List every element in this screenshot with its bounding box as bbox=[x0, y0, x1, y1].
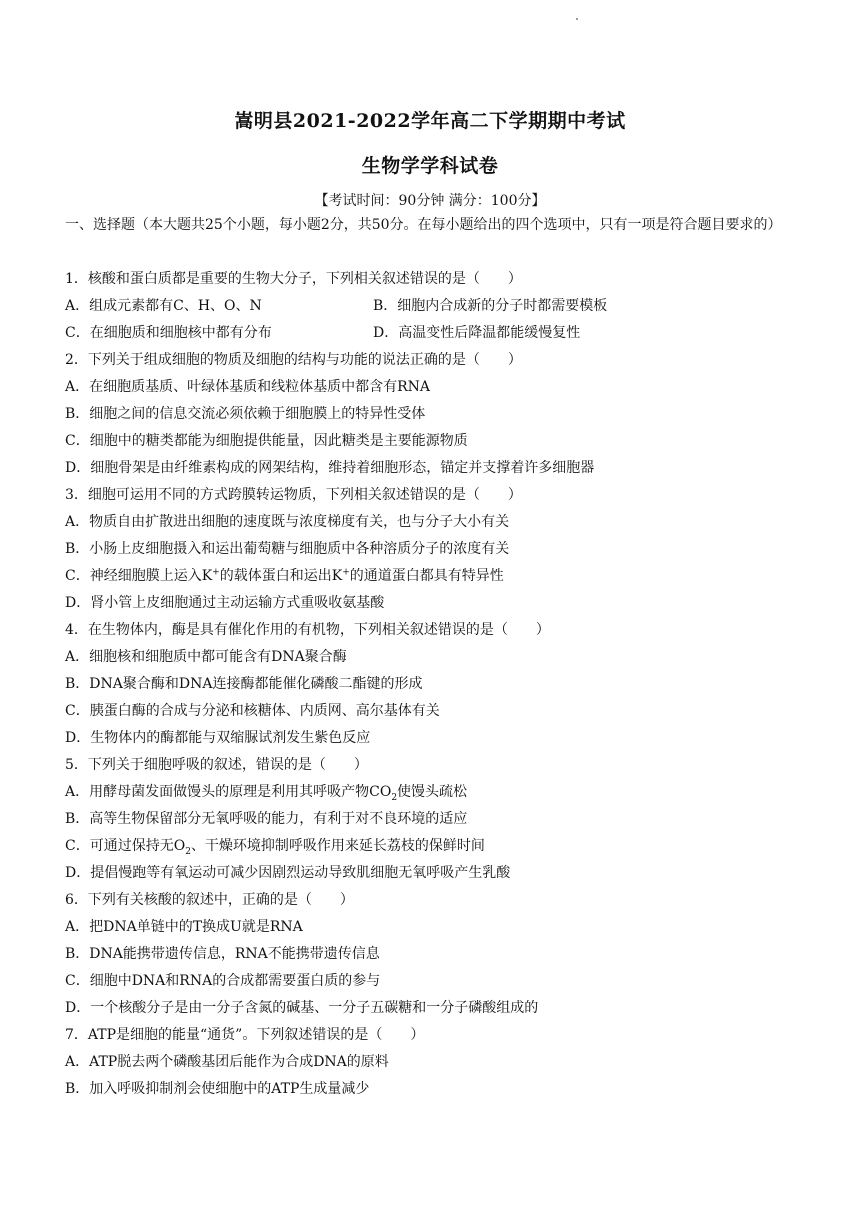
exam-info: 【考试时间：90分钟 满分：100分】 bbox=[314, 193, 546, 209]
option-d: D．一个核酸分子是由一分子含氮的碱基、一分子五碳糖和一分子磷酸组成的 bbox=[65, 1000, 539, 1016]
option-c: C．在细胞质和细胞核中都有分布 bbox=[65, 325, 272, 341]
exam-subtitle: 生物学学科试卷 bbox=[361, 155, 499, 177]
option-b: B．细胞内合成新的分子时都需要模板 bbox=[373, 298, 608, 314]
option-text: 的通道蛋白都具有特异性 bbox=[349, 568, 504, 584]
question-stem: 3．细胞可运用不同的方式跨膜转运物质，下列相关叙述错误的是（ ） bbox=[65, 487, 522, 503]
option-a: A．ATP脱去两个磷酸基团后能作为合成DNA的原料 bbox=[65, 1054, 389, 1070]
option-c: C．细胞中DNA和RNA的合成都需要蛋白质的参与 bbox=[65, 973, 381, 989]
option-a: A．物质自由扩散进出细胞的速度既与浓度梯度有关，也与分子大小有关 bbox=[65, 514, 510, 530]
option-b: B．加入呼吸抑制剂会使细胞中的ATP生成量减少 bbox=[65, 1081, 370, 1097]
question-stem: 6．下列有关核酸的叙述中，正确的是（ ） bbox=[65, 892, 354, 908]
option-b: B．小肠上皮细胞摄入和运出葡萄糖与细胞质中各种溶质分子的浓度有关 bbox=[65, 541, 510, 557]
page-dot bbox=[576, 18, 578, 20]
option-text: A．用酵母菌发面做馒头的原理是利用其呼吸产物CO bbox=[65, 784, 392, 800]
superscript-plus: + bbox=[342, 567, 350, 578]
option-c bbox=[65, 563, 504, 590]
option-d: D．生物体内的酶都能与双缩脲试剂发生紫色反应 bbox=[65, 730, 371, 746]
option-a: A．组成元素都有C、H、O、N bbox=[65, 298, 262, 314]
option-c: C．胰蛋白酶的合成与分泌和核糖体、内质网、高尔基体有关 bbox=[65, 703, 440, 719]
option-a: A．细胞核和细胞质中都可能含有DNA聚合酶 bbox=[65, 649, 347, 665]
subscript-2: 2 bbox=[185, 846, 191, 857]
option-text: C．神经细胞膜上运入K bbox=[65, 568, 213, 584]
option-d: D．高温变性后降温都能缓慢复性 bbox=[373, 325, 581, 341]
question-stem: 2．下列关于组成细胞的物质及细胞的结构与功能的说法正确的是（ ） bbox=[65, 352, 522, 368]
exam-title: 嵩明县2021-2022学年高二下学期期中考试 bbox=[234, 110, 626, 132]
option-text: 、干燥环境抑制呼吸作用来延长荔枝的保鲜时间 bbox=[190, 838, 485, 854]
superscript-plus: + bbox=[212, 567, 220, 578]
option-b: B．DNA能携带遗传信息，RNA不能携带遗传信息 bbox=[65, 946, 380, 962]
option-text: 的载体蛋白和运出K bbox=[219, 568, 343, 584]
option-a: A．在细胞质基质、叶绿体基质和线粒体基质中都含有RNA bbox=[65, 379, 431, 395]
subscript-2: 2 bbox=[391, 792, 398, 803]
option-c: C．细胞中的糖类都能为细胞提供能量，因此糖类是主要能源物质 bbox=[65, 433, 468, 449]
option-c bbox=[65, 833, 485, 860]
option-a bbox=[65, 779, 467, 806]
option-b: B．高等生物保留部分无氧呼吸的能力，有利于对不良环境的适应 bbox=[65, 811, 468, 827]
option-text: 使馒头疏松 bbox=[397, 784, 468, 800]
option-b: B．DNA聚合酶和DNA连接酶都能催化磷酸二酯键的形成 bbox=[65, 676, 423, 692]
question-stem: 4．在生物体内，酶是具有催化作用的有机物，下列相关叙述错误的是（ ） bbox=[65, 622, 550, 638]
option-a: A．把DNA单链中的T换成U就是RNA bbox=[65, 919, 303, 935]
question-stem: 5．下列关于细胞呼吸的叙述，错误的是（ ） bbox=[65, 757, 368, 773]
question-stem: 1．核酸和蛋白质都是重要的生物大分子，下列相关叙述错误的是（ ） bbox=[65, 271, 522, 287]
option-d: D．提倡慢跑等有氧运动可减少因剧烈运动导致肌细胞无氧呼吸产生乳酸 bbox=[65, 865, 511, 881]
option-d: D．细胞骨架是由纤维素构成的网架结构，维持着细胞形态，锚定并支撑着许多细胞器 bbox=[65, 460, 595, 476]
option-text: C．可通过保持无O bbox=[65, 838, 186, 854]
section-heading: 一、选择题（本大题共25个小题，每小题2分，共50分。在每小题给出的四个选项中，只有一项是符合题目要求的） bbox=[65, 217, 782, 233]
question-stem: 7．ATP是细胞的能量“通货”。下列叙述错误的是（ ） bbox=[65, 1027, 425, 1043]
option-b: B．细胞之间的信息交流必须依赖于细胞膜上的特异性受体 bbox=[65, 406, 426, 422]
option-d: D．肾小管上皮细胞通过主动运输方式重吸收氨基酸 bbox=[65, 595, 385, 611]
